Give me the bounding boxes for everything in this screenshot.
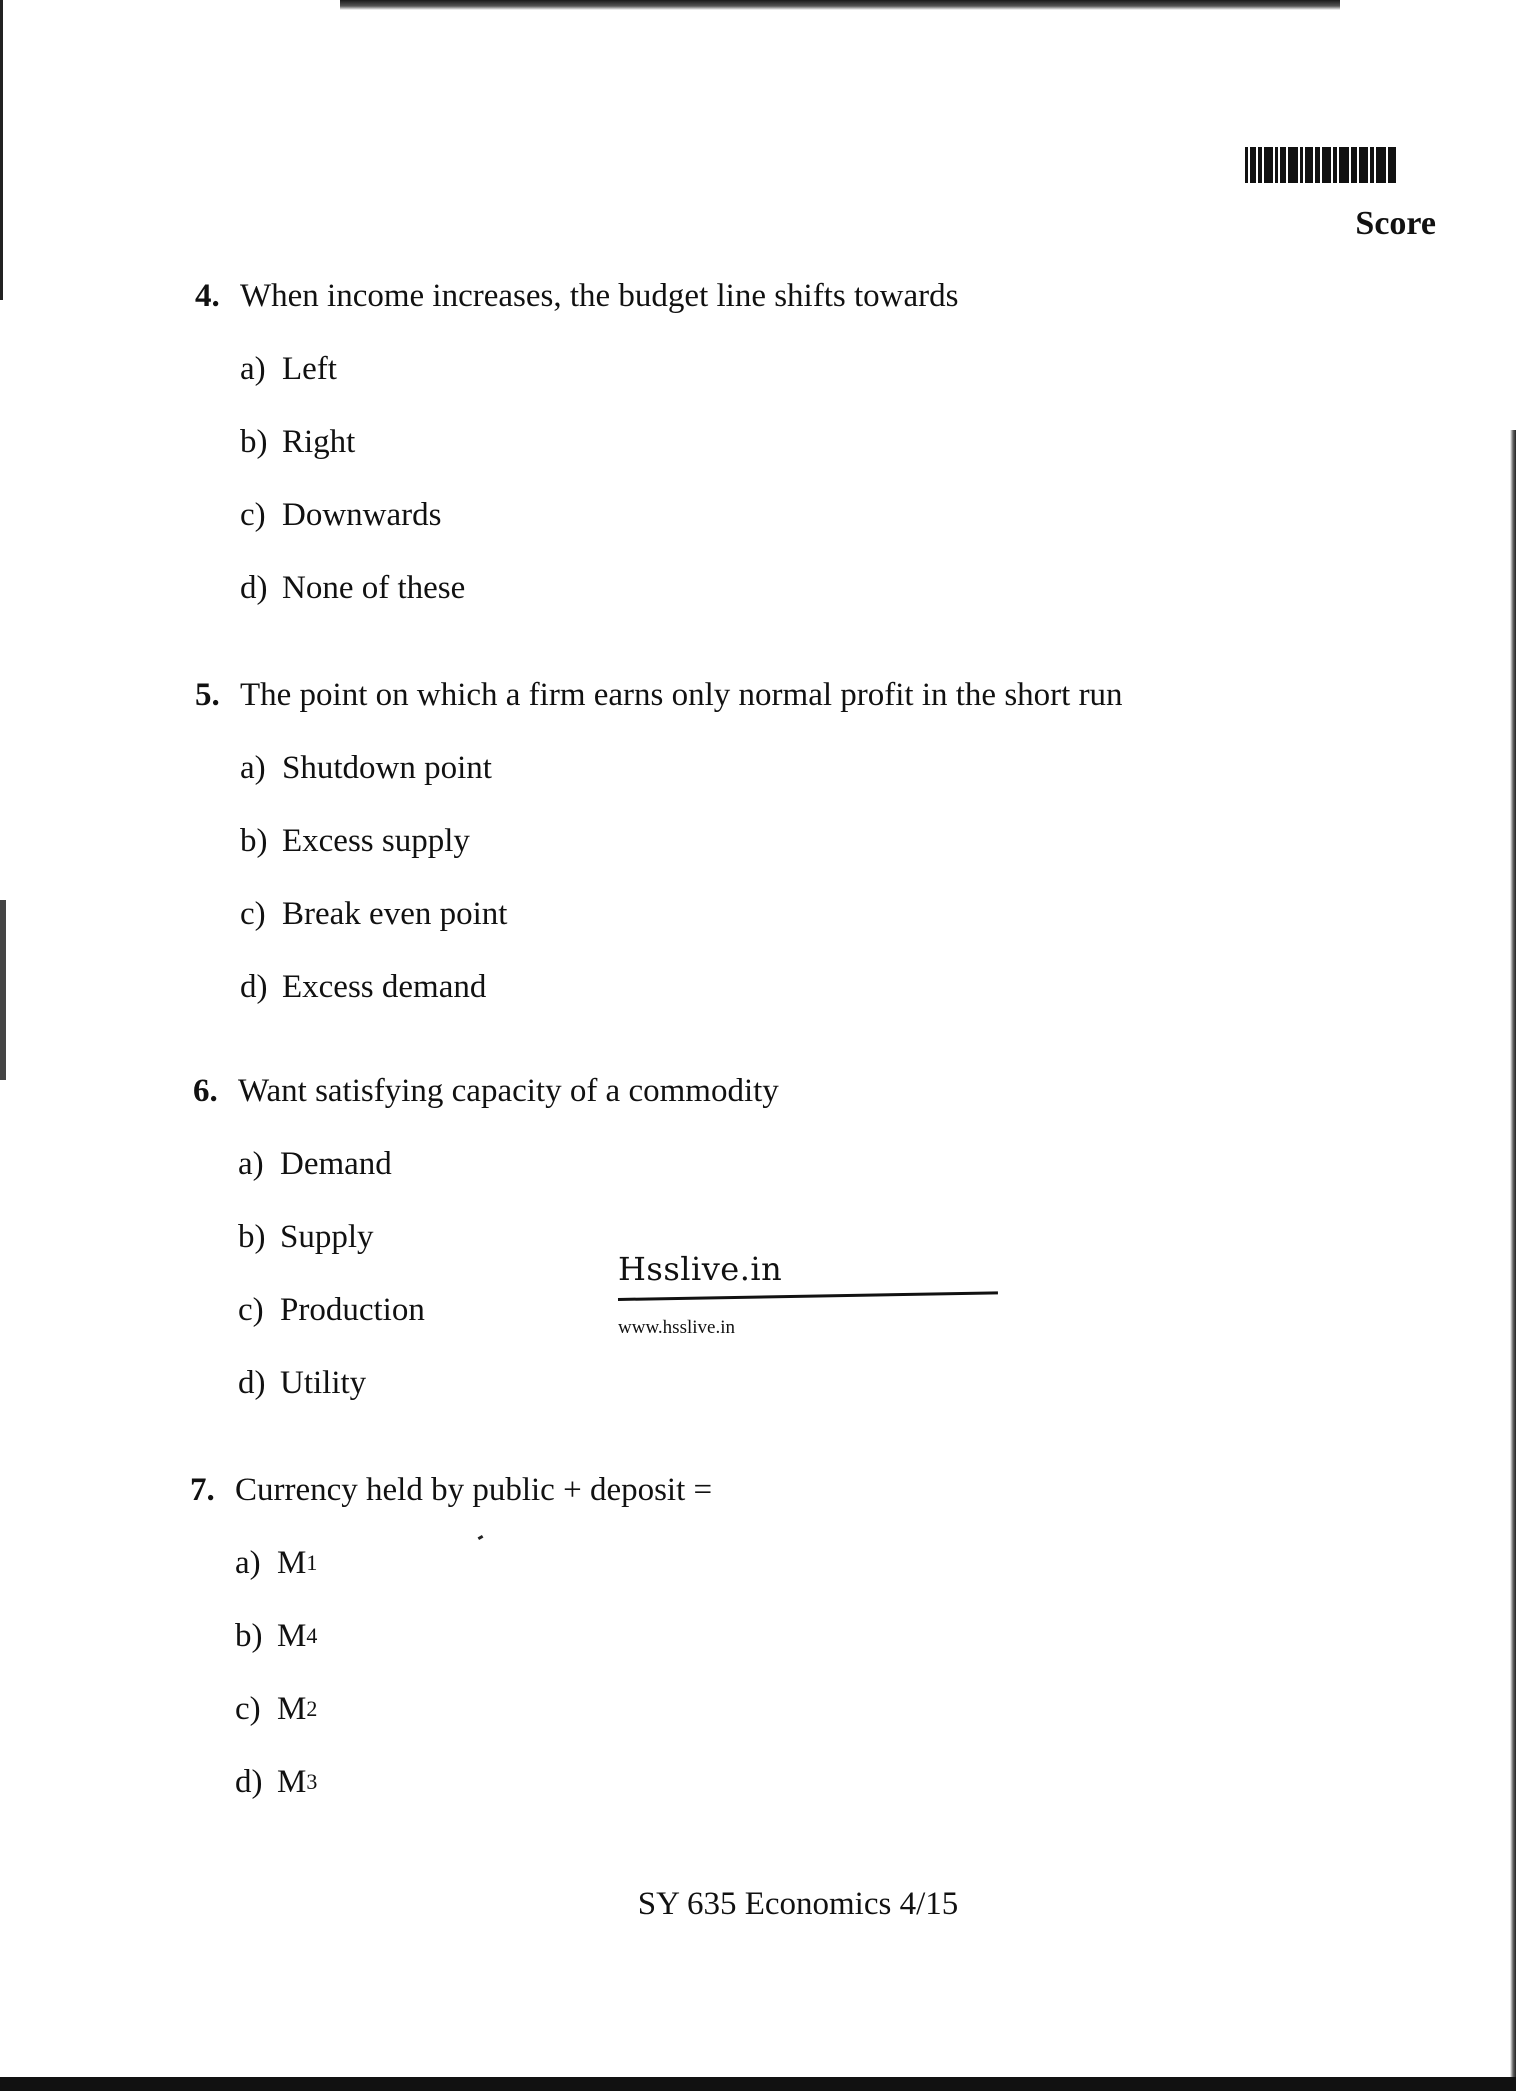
question-7 <box>190 1470 1290 1802</box>
option-d: d) None of these <box>240 570 466 606</box>
hsslive-watermark <box>618 1250 998 1339</box>
option-d: d) Excess demand <box>240 969 487 1005</box>
watermark-url: www.hsslive.in <box>618 1317 735 1338</box>
question-4 <box>195 276 1295 608</box>
option-d: d) Utility <box>238 1365 367 1401</box>
watermark-title: Hsslive.in <box>618 1250 783 1288</box>
question-6 <box>193 1071 1293 1403</box>
page-footer: SY 635 Economics 4/15 <box>637 1886 959 1922</box>
scan-edge-bottom <box>0 2077 1516 2091</box>
question-5 <box>195 675 1295 1007</box>
question-number: 5. <box>195 677 220 713</box>
option-b: b) Supply <box>238 1219 374 1255</box>
option-b: b) Right <box>240 424 356 460</box>
option-a: a) Shutdown point <box>240 750 492 786</box>
option-a: a) Demand <box>238 1146 392 1182</box>
option-b: b) M 4 <box>235 1618 318 1654</box>
scan-edge-top <box>340 0 1340 10</box>
option-c: c) Downwards <box>240 497 442 533</box>
scan-edge-right <box>1510 430 1516 2090</box>
question-text: The point on which a firm earns only normal profit in the short run <box>240 677 1123 713</box>
scan-edge-left-mark <box>0 900 6 1080</box>
option-a: a) M 1 <box>235 1545 318 1581</box>
question-number: 4. <box>195 278 220 314</box>
watermark-underline <box>618 1291 998 1301</box>
question-text: When income increases, the budget line shifts towards <box>240 278 959 314</box>
scan-edge-left <box>0 0 3 300</box>
option-c: c) M 2 <box>235 1691 318 1727</box>
question-number: 7. <box>190 1472 215 1508</box>
option-a: a) Left <box>240 351 337 387</box>
question-number: 6. <box>193 1073 218 1109</box>
option-b: b) Excess supply <box>240 823 470 859</box>
option-d: d) M 3 <box>235 1764 318 1800</box>
score-label: Score <box>1355 205 1436 242</box>
question-text: Want satisfying capacity of a commodity <box>238 1073 779 1109</box>
barcode-icon <box>1245 147 1438 183</box>
option-c: c) Production <box>238 1292 425 1328</box>
option-c: c) Break even point <box>240 896 508 932</box>
question-text: Currency held by public + deposit = <box>235 1472 713 1508</box>
